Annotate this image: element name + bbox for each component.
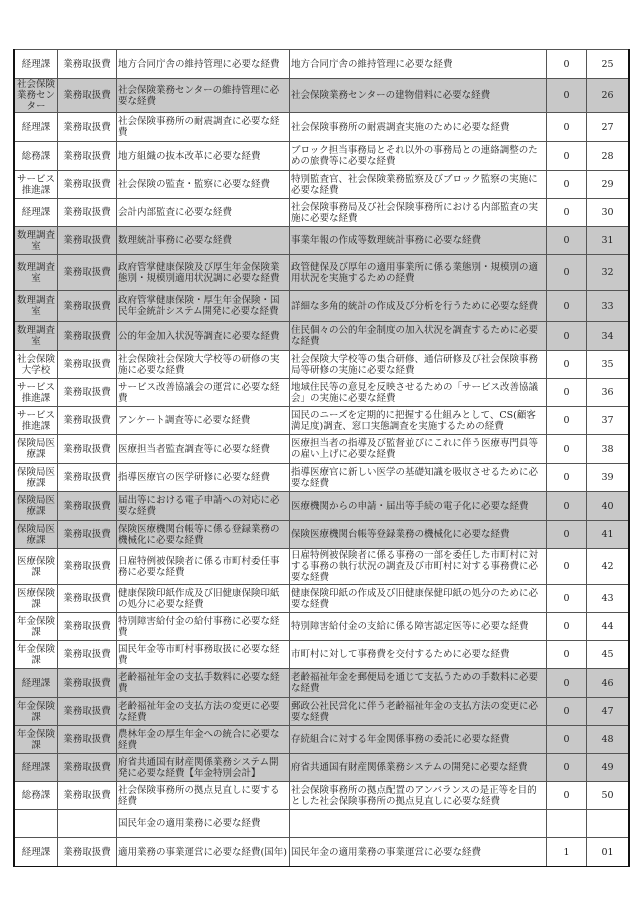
- table-row: [14, 291, 629, 322]
- item-number-cell: 26: [587, 79, 630, 113]
- table-row: [14, 698, 629, 726]
- dept-cell: 数理調査室: [14, 227, 58, 255]
- item-description-cell: 社会保険業務センターの建物借料に必要な経費: [290, 79, 547, 113]
- flag-cell: 0: [547, 521, 587, 549]
- expense-type-cell: 業務取扱費: [58, 79, 117, 113]
- expense-table-body: [14, 50, 629, 867]
- dept-cell: 経理課: [14, 199, 58, 227]
- item-name-cell: 健康保険印紙作成及び旧健康保険印紙の処分に必要な経費: [117, 585, 290, 613]
- item-name-cell: 社会保険事務所の拠点見直しに要する経費: [117, 782, 290, 810]
- item-name-cell: 日雇特例被保険者に係る市町村委任事務に必要な経費: [117, 549, 290, 585]
- expense-type-cell: 業務取扱費: [58, 613, 117, 641]
- flag-cell: 0: [547, 435, 587, 464]
- table-row: [14, 641, 629, 669]
- item-description-cell: 府省共通国有財産関係業務システムの開発に必要な経費: [290, 754, 547, 782]
- item-name-cell: 届出等における電子申請への対応に必要な経費: [117, 492, 290, 521]
- dept-cell: 経理課: [14, 669, 58, 698]
- item-number-cell: 50: [587, 782, 630, 810]
- table-row: [14, 810, 629, 838]
- dept-cell: [14, 810, 58, 838]
- expense-type-cell: 業務取扱費: [58, 142, 117, 171]
- dept-cell: 経理課: [14, 838, 58, 867]
- dept-cell: 年金保険課: [14, 726, 58, 754]
- item-description-cell: [290, 810, 547, 838]
- item-description-cell: 社会保険大学校等の集合研修、通信研修及び社会保険事務局等研修の実施に必要な経費: [290, 351, 547, 379]
- flag-cell: 0: [547, 142, 587, 171]
- item-description-cell: 政管健保及び厚年の適用事業所に係る業態別・規模別の適用状況を実施するための経費: [290, 255, 547, 291]
- dept-cell: 数理調査室: [14, 255, 58, 291]
- item-name-cell: 社会保険事務所の耐震調査に必要な経費: [117, 113, 290, 142]
- item-description-cell: 日雇特例被保険者に係る事務の一部を委任した市町村に対する事務の執行状況の調査及び市町村に対する事務費に必要な経費: [290, 549, 547, 585]
- item-name-cell: 社会保険業務センターの維持管理に必要な経費: [117, 79, 290, 113]
- dept-cell: 経理課: [14, 754, 58, 782]
- item-description-cell: 保険医療機関台帳等登録業務の機械化に必要な経費: [290, 521, 547, 549]
- flag-cell: 0: [547, 492, 587, 521]
- item-name-cell: 医療担当者監査調査等に必要な経費: [117, 435, 290, 464]
- item-name-cell: 社会保険の監査・監察に必要な経費: [117, 171, 290, 199]
- table-row: [14, 50, 629, 79]
- table-row: [14, 351, 629, 379]
- item-name-cell: サービス改善協議会の運営に必要な経費: [117, 379, 290, 407]
- item-number-cell: 01: [587, 838, 630, 867]
- dept-cell: 保険局医療課: [14, 492, 58, 521]
- item-number-cell: 39: [587, 464, 630, 492]
- flag-cell: 0: [547, 754, 587, 782]
- item-name-cell: 老齢福祉年金の支払方法の変更に必要な経費: [117, 698, 290, 726]
- item-number-cell: 49: [587, 754, 630, 782]
- item-description-cell: 存続組合に対する年金関係事務の委託に必要な経費: [290, 726, 547, 754]
- item-description-cell: 医療担当者の指導及び監督並びにこれに伴う医療専門員等の雇い上げに必要な経費: [290, 435, 547, 464]
- expense-type-cell: 業務取扱費: [58, 435, 117, 464]
- item-name-cell: 国民年金の適用業務に必要な経費: [117, 810, 290, 838]
- expense-type-cell: 業務取扱費: [58, 227, 117, 255]
- flag-cell: 0: [547, 669, 587, 698]
- item-name-cell: 国民年金等市町村事務取扱に必要な経費: [117, 641, 290, 669]
- flag-cell: 0: [547, 79, 587, 113]
- table-row: [14, 322, 629, 351]
- item-number-cell: 31: [587, 227, 630, 255]
- flag-cell: 0: [547, 585, 587, 613]
- item-description-cell: 地方合同庁舎の維持管理に必要な経費: [290, 50, 547, 79]
- flag-cell: 0: [547, 698, 587, 726]
- expense-type-cell: 業務取扱費: [58, 492, 117, 521]
- item-description-cell: 地域住民等の意見を反映させるための「サービス改善協議会」の実施に必要な経費: [290, 379, 547, 407]
- item-name-cell: 老齢福祉年金の支払手数料に必要な経費: [117, 669, 290, 698]
- item-number-cell: 30: [587, 199, 630, 227]
- flag-cell: 0: [547, 322, 587, 351]
- flag-cell: 0: [547, 613, 587, 641]
- flag-cell: 0: [547, 726, 587, 754]
- item-description-cell: 健康保険印紙の作成及び旧健康保健印紙の処分のために必要な経費: [290, 585, 547, 613]
- item-description-cell: 事業年報の作成等数理統計事務に必要な経費: [290, 227, 547, 255]
- flag-cell: 0: [547, 291, 587, 322]
- expense-type-cell: 業務取扱費: [58, 726, 117, 754]
- flag-cell: 1: [547, 838, 587, 867]
- item-description-cell: 市町村に対して事務費を交付するために必要な経費: [290, 641, 547, 669]
- table-row: [14, 669, 629, 698]
- dept-cell: サービス推進課: [14, 171, 58, 199]
- table-row: [14, 379, 629, 407]
- item-name-cell: 農林年金の厚生年金への統合に必要な経費: [117, 726, 290, 754]
- item-number-cell: 40: [587, 492, 630, 521]
- item-number-cell: 36: [587, 379, 630, 407]
- expense-type-cell: 業務取扱費: [58, 521, 117, 549]
- item-description-cell: 住民個々の公的年金制度の加入状況を調査するために必要な経費: [290, 322, 547, 351]
- table-row: [14, 171, 629, 199]
- item-name-cell: 保険医療機関台帳等に係る登録業務の機械化に必要な経費: [117, 521, 290, 549]
- flag-cell: 0: [547, 641, 587, 669]
- table-row: [14, 255, 629, 291]
- table-row: [14, 227, 629, 255]
- item-description-cell: 特別障害給付金の支給に係る障害認定医等に必要な経費: [290, 613, 547, 641]
- item-description-cell: 医療機関からの申請・届出等手続の電子化に必要な経費: [290, 492, 547, 521]
- table-row: [14, 838, 629, 867]
- item-description-cell: ブロック担当事務局とそれ以外の事務局との連絡調整のための旅費等に必要な経費: [290, 142, 547, 171]
- item-name-cell: アンケート調査等に必要な経費: [117, 407, 290, 435]
- expense-type-cell: 業務取扱費: [58, 255, 117, 291]
- flag-cell: 0: [547, 782, 587, 810]
- item-number-cell: 33: [587, 291, 630, 322]
- item-description-cell: 指導医療官に新しい医学の基礎知識を吸収させるために必要な経費: [290, 464, 547, 492]
- item-number-cell: [587, 810, 630, 838]
- dept-cell: 社会保険業務センター: [14, 79, 58, 113]
- item-description-cell: 詳細な多角的統計の作成及び分析を行うために必要な経費: [290, 291, 547, 322]
- item-number-cell: 45: [587, 641, 630, 669]
- dept-cell: サービス推進課: [14, 407, 58, 435]
- item-name-cell: 会計内部監査に必要な経費: [117, 199, 290, 227]
- flag-cell: 0: [547, 379, 587, 407]
- dept-cell: 保険局医療課: [14, 464, 58, 492]
- flag-cell: 0: [547, 50, 587, 79]
- expense-type-cell: 業務取扱費: [58, 113, 117, 142]
- dept-cell: 年金保険課: [14, 641, 58, 669]
- expense-type-cell: 業務取扱費: [58, 669, 117, 698]
- dept-cell: 数理調査室: [14, 291, 58, 322]
- item-name-cell: 指導医療官の医学研修に必要な経費: [117, 464, 290, 492]
- item-name-cell: 公的年金加入状況等調査に必要な経費: [117, 322, 290, 351]
- expense-type-cell: 業務取扱費: [58, 782, 117, 810]
- flag-cell: 0: [547, 199, 587, 227]
- item-number-cell: 38: [587, 435, 630, 464]
- expense-type-cell: 業務取扱費: [58, 291, 117, 322]
- dept-cell: 総務課: [14, 782, 58, 810]
- expense-type-cell: 業務取扱費: [58, 585, 117, 613]
- item-number-cell: 28: [587, 142, 630, 171]
- table-row: [14, 549, 629, 585]
- item-number-cell: 46: [587, 669, 630, 698]
- item-name-cell: 社会保険社会保険大学校等の研修の実施に必要な経費: [117, 351, 290, 379]
- dept-cell: サービス推進課: [14, 379, 58, 407]
- expense-type-cell: [58, 810, 117, 838]
- flag-cell: 0: [547, 227, 587, 255]
- dept-cell: 経理課: [14, 50, 58, 79]
- item-description-cell: 社会保険事務局及び社会保険事務所における内部監査の実施に必要な経費: [290, 199, 547, 227]
- item-name-cell: 適用業務の事業運営に必要な経費(国年): [117, 838, 290, 867]
- item-name-cell: 地方組織の抜本改革に必要な経費: [117, 142, 290, 171]
- expense-type-cell: 業務取扱費: [58, 322, 117, 351]
- expense-type-cell: 業務取扱費: [58, 549, 117, 585]
- table-row: [14, 492, 629, 521]
- flag-cell: [547, 810, 587, 838]
- item-description-cell: 社会保険事務所の拠点配置のアンバランスの是正等を目的とした社会保険事務所の拠点見直しに必要な経費: [290, 782, 547, 810]
- table-row: [14, 585, 629, 613]
- item-name-cell: 特別障害給付金の給付事務に必要な経費: [117, 613, 290, 641]
- table-row: [14, 613, 629, 641]
- item-number-cell: 47: [587, 698, 630, 726]
- table-row: [14, 407, 629, 435]
- table-row: [14, 521, 629, 549]
- table-row: [14, 464, 629, 492]
- table-row: [14, 782, 629, 810]
- item-name-cell: 数理統計事務に必要な経費: [117, 227, 290, 255]
- item-number-cell: 29: [587, 171, 630, 199]
- flag-cell: 0: [547, 464, 587, 492]
- dept-cell: 総務課: [14, 142, 58, 171]
- dept-cell: 保険局医療課: [14, 435, 58, 464]
- item-name-cell: 政府管掌健康保険・厚生年金保険・国民年金統計システム開発に必要な経費: [117, 291, 290, 322]
- expense-type-cell: 業務取扱費: [58, 698, 117, 726]
- item-description-cell: 老齢福祉年金を郵便局を通じて支払うための手数料に必要な経費: [290, 669, 547, 698]
- flag-cell: 0: [547, 113, 587, 142]
- table-row: [14, 726, 629, 754]
- table-row: [14, 142, 629, 171]
- expense-type-cell: 業務取扱費: [58, 838, 117, 867]
- item-number-cell: 42: [587, 549, 630, 585]
- table-row: [14, 79, 629, 113]
- item-number-cell: 43: [587, 585, 630, 613]
- expense-table: [13, 49, 630, 867]
- expense-type-cell: 業務取扱費: [58, 754, 117, 782]
- item-description-cell: 国民のニーズを定期的に把握する仕組みとして、CS(顧客満足度)調査、窓口実態調査を実施するための経費: [290, 407, 547, 435]
- dept-cell: 社会保険大学校: [14, 351, 58, 379]
- flag-cell: 0: [547, 407, 587, 435]
- dept-cell: 医療保険課: [14, 549, 58, 585]
- table-row: [14, 199, 629, 227]
- dept-cell: 保険局医療課: [14, 521, 58, 549]
- table-row: [14, 113, 629, 142]
- expense-type-cell: 業務取扱費: [58, 50, 117, 79]
- dept-cell: 年金保険課: [14, 613, 58, 641]
- table-row: [14, 435, 629, 464]
- item-description-cell: 国民年金の適用業務の事業運営に必要な経費: [290, 838, 547, 867]
- item-number-cell: 27: [587, 113, 630, 142]
- item-description-cell: 特別監査官、社会保険業務監察及びブロック監察の実施に必要な経費: [290, 171, 547, 199]
- flag-cell: 0: [547, 171, 587, 199]
- item-name-cell: 地方合同庁舎の維持管理に必要な経費: [117, 50, 290, 79]
- item-number-cell: 48: [587, 726, 630, 754]
- expense-type-cell: 業務取扱費: [58, 379, 117, 407]
- item-number-cell: 37: [587, 407, 630, 435]
- item-number-cell: 35: [587, 351, 630, 379]
- expense-type-cell: 業務取扱費: [58, 407, 117, 435]
- item-number-cell: 41: [587, 521, 630, 549]
- item-description-cell: 社会保険事務所の耐震調査実施のために必要な経費: [290, 113, 547, 142]
- item-name-cell: 府省共通国有財産関係業務システム開発に必要な経費【年金特別会計】: [117, 754, 290, 782]
- item-name-cell: 政府管掌健康保険及び厚生年金保険業態別・規模別適用状況調に必要な経費: [117, 255, 290, 291]
- item-number-cell: 32: [587, 255, 630, 291]
- dept-cell: 数理調査室: [14, 322, 58, 351]
- expense-type-cell: 業務取扱費: [58, 464, 117, 492]
- dept-cell: 経理課: [14, 113, 58, 142]
- dept-cell: 医療保険課: [14, 585, 58, 613]
- item-description-cell: 郵政公社民営化に伴う老齢福祉年金の支払方法の変更に必要な経費: [290, 698, 547, 726]
- item-number-cell: 44: [587, 613, 630, 641]
- table-row: [14, 754, 629, 782]
- expense-type-cell: 業務取扱費: [58, 199, 117, 227]
- flag-cell: 0: [547, 549, 587, 585]
- flag-cell: 0: [547, 351, 587, 379]
- expense-type-cell: 業務取扱費: [58, 351, 117, 379]
- dept-cell: 年金保険課: [14, 698, 58, 726]
- item-number-cell: 25: [587, 50, 630, 79]
- expense-type-cell: 業務取扱費: [58, 171, 117, 199]
- flag-cell: 0: [547, 255, 587, 291]
- expense-type-cell: 業務取扱費: [58, 641, 117, 669]
- item-number-cell: 34: [587, 322, 630, 351]
